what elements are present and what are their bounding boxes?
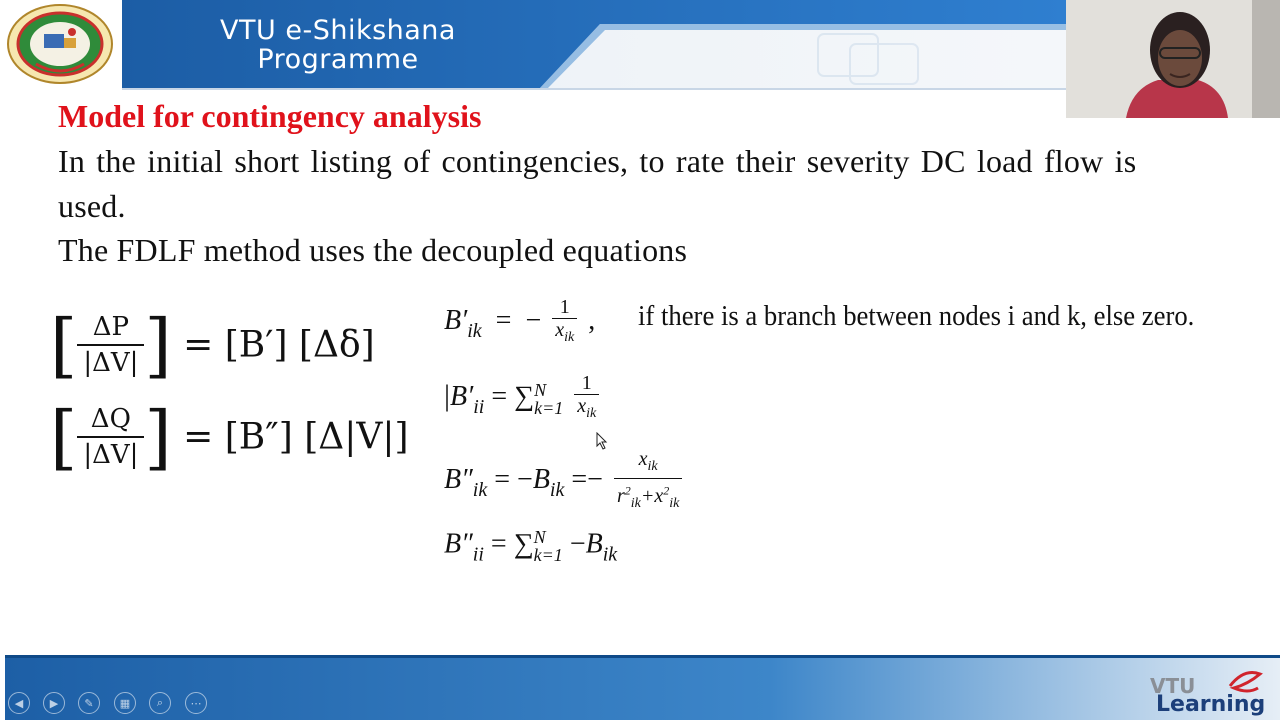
equation-rhs: = [B″] [Δ|V|] xyxy=(183,416,409,458)
equation-b-double-prime-ii: $B''_{ii}$ = ∑ N k=1 $-B_{ik}$ xyxy=(444,527,618,566)
learning-logo-text: Learning xyxy=(1156,692,1266,717)
slide-heading: Model for contingency analysis xyxy=(58,98,482,134)
equation-b-double-prime-ik: $B''_{ik} = -B_{ik}$ =− $\frac{x_{ik}}{r^2_{ik}+x^2_{ik}}$ xyxy=(444,448,686,515)
paragraph-line-3: The FDLF method uses the decoupled equations xyxy=(58,232,688,268)
pen-icon: ✎ xyxy=(84,696,94,710)
pen-tool-button[interactable] xyxy=(78,692,100,714)
next-slide-button[interactable] xyxy=(43,692,65,714)
equation-active-power xyxy=(50,304,375,386)
presenter-video xyxy=(1066,0,1280,118)
prev-icon: ◀ xyxy=(14,696,24,710)
bracket-open-icon: [ xyxy=(50,396,78,478)
slides-icon: ▦ xyxy=(119,696,131,710)
equation-b-prime-ii: $|B'_{ii}$ = ∑ N k=1 $\frac{1}{x_{ik}}$ xyxy=(444,372,603,425)
equation-rhs: = [B′] [Δδ] xyxy=(183,324,375,366)
equation-reactive-power xyxy=(50,396,409,478)
paragraph-line-1: In the initial short listing of contingencies, to rate their severity DC load flow is xyxy=(58,143,1137,179)
fraction-numerator: ΔP xyxy=(77,310,144,346)
prev-slide-button[interactable] xyxy=(8,692,30,714)
logo-area xyxy=(0,0,122,90)
programme-title-line1: VTU e-Shikshana xyxy=(220,15,456,46)
paragraph-line-2: used. xyxy=(58,188,126,224)
fraction-one-over-xik: $\frac{1}{x_{ik}}$ xyxy=(574,372,599,425)
vtu-logo-text: VTU xyxy=(1150,674,1196,698)
bracket-close-icon: ] xyxy=(144,304,172,386)
fraction-xik-over-impedance: $\frac{x_{ik}}{r^2_{ik}+x^2_{ik}}$ xyxy=(614,448,682,515)
fraction-dp-dv xyxy=(77,310,144,380)
university-seal-logo xyxy=(6,4,114,84)
mouse-pointer-icon xyxy=(596,432,608,450)
more-options-button[interactable] xyxy=(185,692,207,714)
see-all-slides-button[interactable] xyxy=(114,692,136,714)
next-icon: ▶ xyxy=(49,696,59,710)
fraction-dq-dv xyxy=(77,402,144,472)
branch-condition-text: if there is a branch between nodes i and k, else zero. xyxy=(638,300,1195,332)
presenter-webcam xyxy=(1066,0,1280,118)
bracket-close-icon: ] xyxy=(144,396,172,478)
more-icon: ⋯ xyxy=(190,696,202,710)
slide-header xyxy=(0,0,1280,90)
equation-b-prime-ik: $B'_{ik}$ = − $\frac{1}{x_{ik}}$ , xyxy=(444,296,595,349)
programme-title-line2: Programme xyxy=(257,44,419,75)
bracket-open-icon: [ xyxy=(50,304,78,386)
programme-title xyxy=(178,16,498,74)
vtu-learning-logo xyxy=(1148,664,1268,718)
zoom-icon: ⌕ xyxy=(156,696,164,709)
fraction-denominator: |ΔV| xyxy=(83,348,139,378)
fraction-one-over-xik: $\frac{1}{x_{ik}}$ xyxy=(552,296,577,349)
fraction-numerator: ΔQ xyxy=(77,402,144,438)
zoom-button[interactable] xyxy=(149,692,171,714)
fraction-denominator: |ΔV| xyxy=(83,440,139,470)
